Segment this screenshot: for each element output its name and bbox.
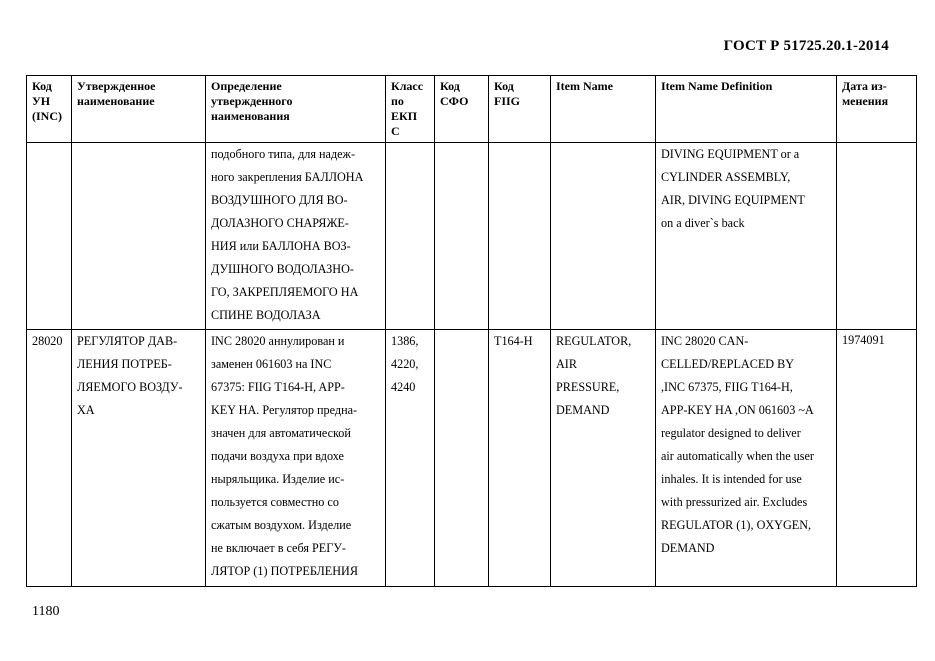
header-text: С [391, 124, 400, 138]
col-class-cell [386, 143, 435, 330]
header-text: Item Name Definition [661, 79, 773, 93]
header-text: Утвержденное [77, 79, 156, 93]
col-sfo-cell [435, 143, 489, 330]
cell-text: ЛЕНИЯ ПОТРЕБ- [77, 357, 172, 371]
col-item-name-cell [551, 143, 656, 330]
col-fiig-header [489, 76, 551, 143]
cell-text: CYLINDER ASSEMBLY, [661, 170, 791, 184]
document-code: ГОСТ Р 51725.20.1-2014 [723, 38, 889, 54]
header-text: по [391, 94, 404, 108]
col-definition-header [206, 76, 386, 143]
table-row [27, 143, 917, 330]
cell-text: сжатым воздухом. Изделие [211, 518, 352, 532]
header-text: Код [440, 79, 460, 93]
page-number: 1180 [32, 604, 60, 619]
col-definition-cell [206, 330, 386, 587]
cell-text: AIR [556, 357, 577, 371]
cell-text: PRESSURE, [556, 380, 620, 394]
cell-text: ныряльщика. Изделие ис- [211, 472, 345, 486]
header-text: ЕКП [391, 109, 418, 123]
cell-text: ВОЗДУШНОГО ДЛЯ ВО- [211, 193, 348, 207]
cell-text: REGULATOR, [556, 334, 632, 348]
col-inc-cell [27, 143, 72, 330]
header-text: Код [32, 79, 52, 93]
cell-text: значен для автоматической [211, 426, 351, 440]
cell-text: inhales. It is intended for use [661, 472, 802, 486]
col-sfo-cell [435, 330, 489, 587]
col-date-cell [837, 143, 917, 330]
header-text: Item Name [556, 79, 613, 93]
cell-text: ного закрепления БАЛЛОНА [211, 170, 364, 184]
cell-text: подобного типа, для надеж- [211, 147, 356, 161]
cell-text: air automatically when the user [661, 449, 814, 463]
cell-text: T164-H [494, 334, 533, 348]
header-text: УН [32, 94, 51, 108]
cell-text: 28020 [32, 334, 63, 348]
header-text: наименования [211, 109, 290, 123]
cell-text: regulator designed to deliver [661, 426, 801, 440]
cell-text: ДОЛАЗНОГО СНАРЯЖЕ- [211, 216, 349, 230]
col-item-name-header [551, 76, 656, 143]
header-text: СФО [440, 94, 469, 108]
header-text: (INC) [32, 109, 62, 123]
col-item-def-cell [656, 143, 837, 330]
header-text: менения [842, 94, 889, 108]
col-approved-name-cell [72, 143, 206, 330]
col-fiig-cell [489, 143, 551, 330]
cell-text: DEMAND [661, 541, 715, 555]
cell-text: СПИНЕ ВОДОЛАЗА [211, 308, 321, 322]
header-row [27, 76, 917, 143]
col-approved-name-cell [72, 330, 206, 587]
cell-text: INC 28020 CAN- [661, 334, 749, 348]
col-item-name-cell [551, 330, 656, 587]
cell-text: DIVING EQUIPMENT or a [661, 147, 800, 161]
header-text: Код [494, 79, 514, 93]
cell-text: 1974091 [842, 333, 885, 347]
cell-text: KEY HA. Регулятор предна- [211, 403, 358, 417]
header-text: Определение [211, 79, 282, 93]
cell-text: AIR, DIVING EQUIPMENT [661, 193, 805, 207]
col-item-def-cell [656, 330, 837, 587]
cell-text: 1386, [391, 334, 419, 348]
col-class-cell [386, 330, 435, 587]
cell-text: ЛЯЕМОГО ВОЗДУ- [77, 380, 183, 394]
cell-text: 4220, [391, 357, 419, 371]
col-item-def-header [656, 76, 837, 143]
cell-text: ГО, ЗАКРЕПЛЯЕМОГО НА [211, 285, 359, 299]
cell-text: заменен 061603 на INC [211, 357, 332, 371]
col-class-header [386, 76, 435, 143]
table-row [27, 330, 917, 587]
cell-text: пользуется совместно со [211, 495, 339, 509]
cell-text: on a diver`s back [661, 216, 745, 230]
cell-text: 67375: FIIG T164-H, APP- [211, 380, 345, 394]
cell-text: ЛЯТОР (1) ПОТРЕБЛЕНИЯ [211, 564, 358, 578]
cell-text: CELLED/REPLACED BY [661, 357, 795, 371]
header-text: утвержденного [211, 94, 293, 108]
cell-text: НИЯ или БАЛЛОНА ВОЗ- [211, 239, 351, 253]
cell-text: ХА [77, 403, 95, 417]
cell-text: REGULATOR (1), OXYGEN, [661, 518, 812, 532]
catalog-table [26, 75, 917, 587]
cell-text: РЕГУЛЯТОР ДАВ- [77, 334, 178, 348]
col-definition-cell [206, 143, 386, 330]
col-approved-name-header [72, 76, 206, 143]
col-inc-header [27, 76, 72, 143]
cell-text: with pressurized air. Excludes [661, 495, 808, 509]
header-text: FIIG [494, 94, 521, 108]
header-text: наименование [77, 94, 155, 108]
header-text: Класс [391, 79, 424, 93]
col-sfo-header [435, 76, 489, 143]
col-date-cell [837, 330, 917, 587]
cell-text: APP-KEY HA ,ON 061603 ~A [661, 403, 814, 417]
col-inc-cell [27, 330, 72, 587]
cell-text: ,INC 67375, FIIG T164-H, [661, 380, 793, 394]
cell-text: ДУШНОГО ВОДОЛАЗНО- [211, 262, 354, 276]
cell-text: подачи воздуха при вдохе [211, 449, 344, 463]
cell-text: не включает в себя РЕГУ- [211, 541, 346, 555]
col-fiig-cell [489, 330, 551, 587]
cell-text: DEMAND [556, 403, 610, 417]
cell-text: INC 28020 аннулирован и [211, 334, 345, 348]
header-text: Дата из- [842, 79, 887, 93]
cell-text: 4240 [391, 380, 416, 394]
col-date-header [837, 76, 917, 143]
